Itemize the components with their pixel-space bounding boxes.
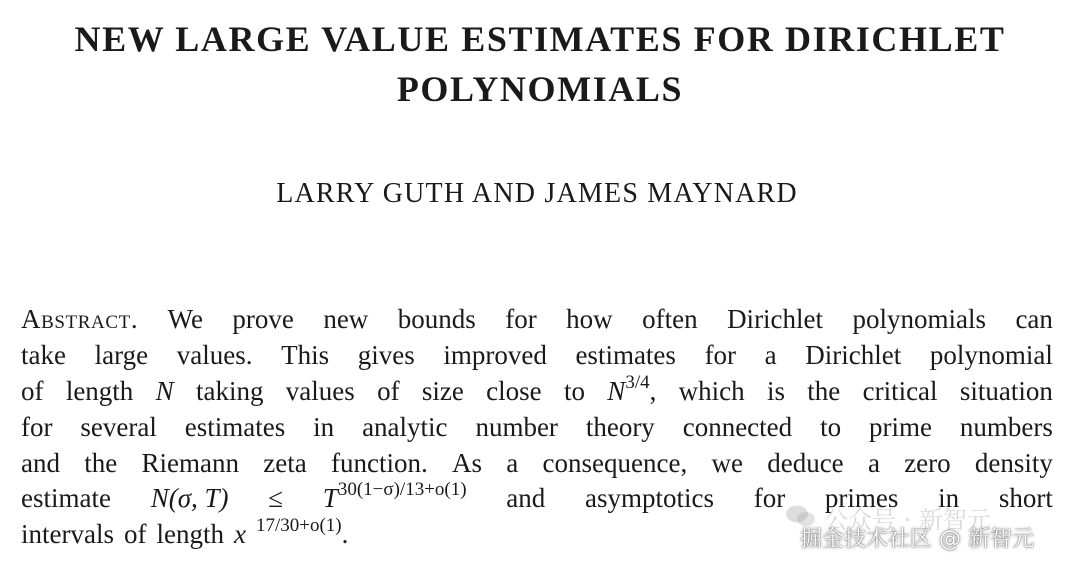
math-T-power: $T^{30(1-\sigma)/13+o(1)}$ (322, 479, 467, 514)
abstract-heading: Abstract. (21, 304, 139, 334)
abstract-line-5: and the Riemann zeta function. As a consequence, we deduce a zero density (21, 447, 1053, 478)
watermark (784, 500, 1074, 560)
math-N: N (155, 375, 174, 406)
paper-title (0, 14, 1080, 114)
math-N-power: $N^{3/4}$, (607, 371, 657, 406)
watermark-faint-text: 公众号 · 新智元 (824, 506, 991, 534)
watermark-text: 掘金技术社区 @ 新智元 (800, 527, 1034, 552)
abstract-line-1: Abstract. We prove new bounds for how often Dirichlet polynomials can (21, 302, 1053, 338)
abstract-line-3: of length N taking values of size close to $N^{3/4}$, which is the critical situation (21, 374, 1053, 410)
title-line-1: NEW LARGE VALUE ESTIMATES FOR DIRICHLET (74, 19, 1006, 59)
math-density-lhs: N(σ, T) (150, 483, 229, 514)
abstract-line-2: take large values. This gives improved estimates for a Dirichlet polynomial (21, 339, 1053, 370)
abstract-line-7: intervals of length x $^{17/30+o(1)}$. (21, 517, 1053, 553)
abstract-line-6: estimate N(σ, T) ≤ $T^{30(1-\sigma)/13+o(1)}$ and asymptotics for primes in short (21, 481, 1053, 517)
title-line-2: POLYNOMIALS (396, 69, 684, 109)
math-leq: ≤ (268, 483, 284, 514)
abstract-line-4: for several estimates in analytic number theory connected to prime numbers (21, 411, 1053, 442)
paper-authors: LARRY GUTH AND JAMES MAYNARD (276, 178, 798, 209)
math-x-power: x $^{17/30+o(1)}$. (233, 515, 349, 550)
